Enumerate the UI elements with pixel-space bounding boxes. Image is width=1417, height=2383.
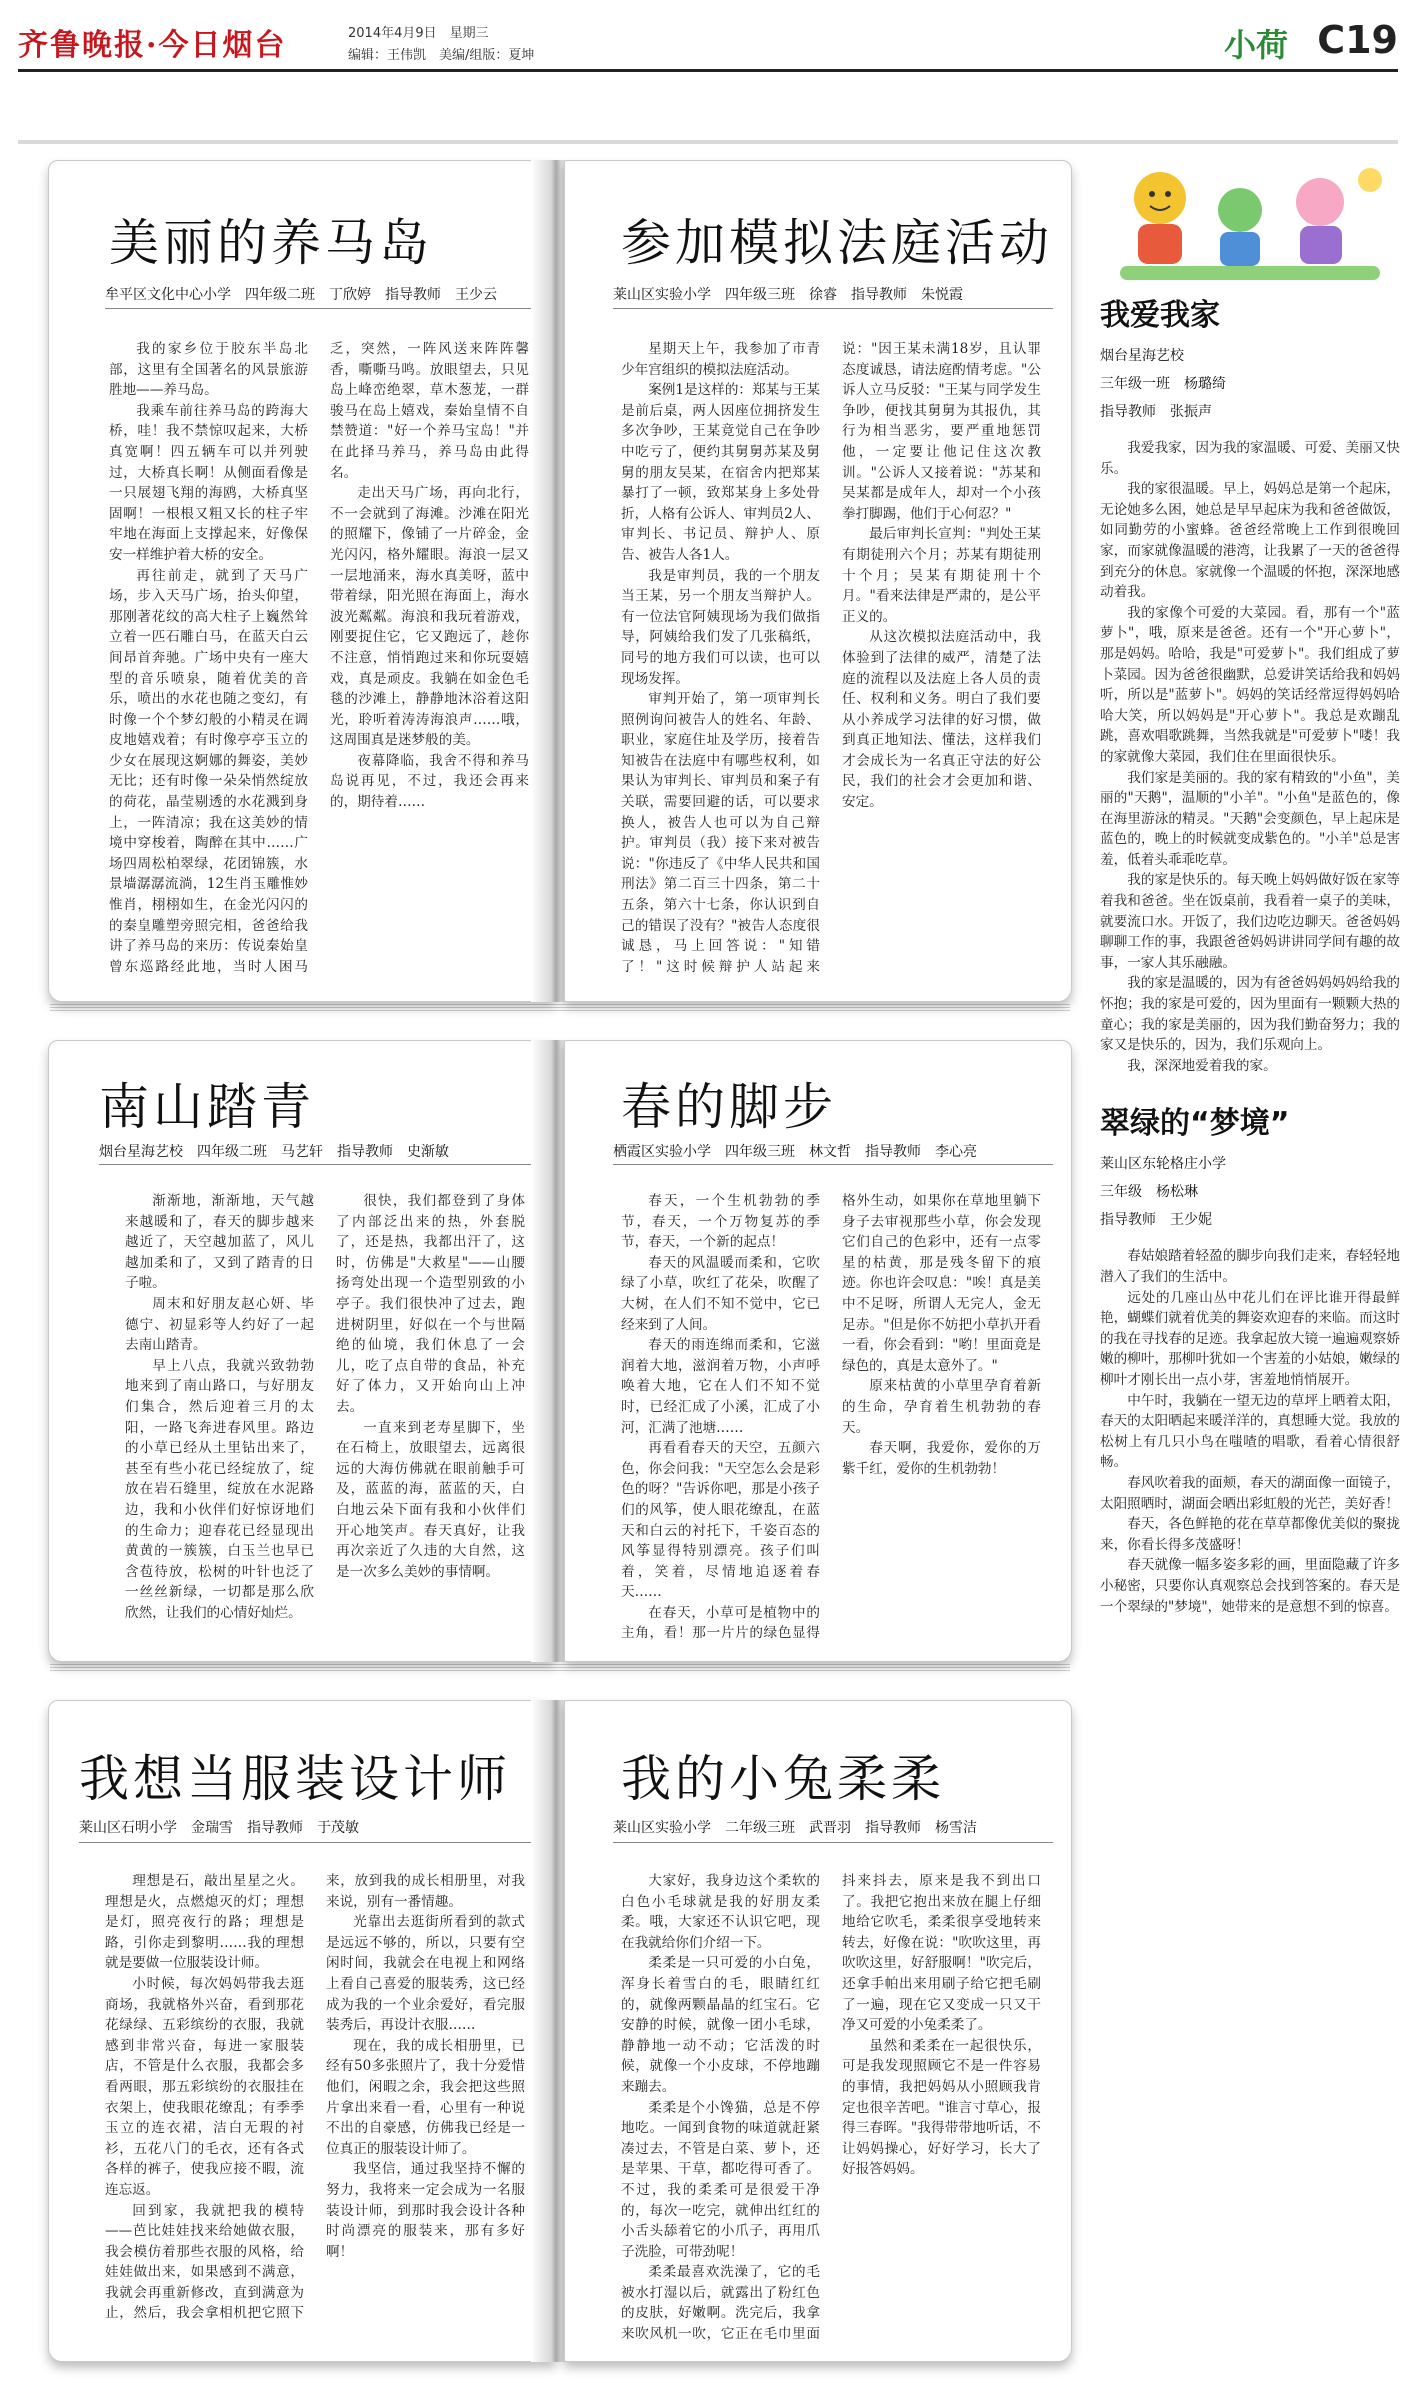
paragraph: 案例1是这样的：郑某与王某是前后桌，两人因座位拥挤发生多次争吵，王某竟觉自己在争吵中吃亏了，便约其舅舅苏某及舅舅的朋友吴某，在宿舍内把郑某暴打了一顿，致郑某身上多处骨折，人格有公诉人、审判员2人、审判长、书记员、辩护人、原告、被告人各1人。 bbox=[621, 382, 820, 563]
paragraph: 我，深深地爱着我的家。 bbox=[1127, 1057, 1277, 1074]
author: 马艺轩 bbox=[281, 1144, 323, 1160]
article-title: 参加模拟法庭活动 bbox=[621, 214, 1053, 272]
paragraph: 从这次模拟法庭活动中，我体验到了法律的威严，清楚了法庭的流程以及法庭上各人员的责任、权利和义务。明白了我们要从小养成学习法律的好习惯，做到真正地知法、懂法，这样我们才会成长为一名真正守法的好公民，我们的社会才会更加和谐、安定。 bbox=[842, 629, 1041, 811]
paragraph: 柔柔是一只可爱的小白兔，浑身长着雪白的毛，眼睛红红的，就像两颗晶晶的红宝石。它安静的时候，就像一团小毛球，静静地一动不动；它活泼的时候，就像一个小皮球，不停地蹦来蹦去。 bbox=[621, 1955, 820, 2095]
paragraph: 中午时，我躺在一望无边的草坪上晒着太阳，春天的太阳晒起来暖洋洋的，真想睡大觉。我放的松树上有几只小鸟在嗤喳的唱歌，看着心情很舒畅。 bbox=[1100, 1392, 1400, 1471]
paragraph: 理想是石，敲出星星之火。理想是火，点燃熄灭的灯；理想是灯，照亮夜行的路；理想是路，引你走到黎明……我的理想就是要做一位服装设计师。 bbox=[105, 1873, 304, 1972]
paragraph: 小时候，每次妈妈带我去逛商场，我就格外兴奋，看到那花花绿绿、五彩缤纷的衣服，我就感到非常兴奋，每进一家服装店，不管是什么衣服，我都会多看两眼，那五彩缤纷的衣服挂在衣架上，使我眼花缭乱；有季季玉立的连衣裙，洁白无瑕的衬衫，五花八门的毛衣，还有各式各样的裤子，使我应接不暇，流连忘返。 bbox=[105, 1975, 304, 2198]
sidebar-school: 莱山区东轮格庄小学 bbox=[1100, 1156, 1226, 1173]
article-byline bbox=[79, 1817, 373, 1837]
article-body bbox=[621, 1191, 1041, 1646]
sidebar-school: 烟台星海艺校 bbox=[1100, 348, 1184, 364]
teacher-label: 指导教师 bbox=[851, 287, 907, 303]
book-page-right bbox=[564, 1700, 1072, 2362]
sidebar-grade: 三年级一班 杨璐绮 bbox=[1100, 376, 1226, 392]
paragraph: 光靠出去逛街所看到的款式是远远不够的，所以，只要有空闲时间，我就会在电视上和网络上看自己喜爱的服装秀，这已经成为我的一个业余爱好，看完服装秀后，再设计衣服…… bbox=[326, 1914, 525, 2034]
school: 莱山区实验小学 bbox=[613, 287, 711, 303]
paragraph: 春风吹着我的面颊，春天的湖面像一面镜子，太阳照晒时，湖面会晒出彩虹般的光芒，美好香！ bbox=[1100, 1474, 1400, 1512]
paragraph: 春天，一个生机勃勃的季节，春天，一个万物复苏的季节，春天，一个新的起点！ bbox=[621, 1193, 820, 1251]
paragraph: 周末和好朋友赵心妍、毕德宁、初显彩等人约好了一起去南山踏青。 bbox=[125, 1295, 314, 1354]
paragraph: 春姑娘踏着轻盈的脚步向我们走来，春轻轻地潜入了我们的生活中。 bbox=[1100, 1248, 1400, 1285]
article-byline bbox=[613, 284, 977, 304]
article-byline bbox=[105, 284, 511, 304]
teacher: 杨雪洁 bbox=[935, 1820, 977, 1836]
editor-credits: 编辑：王伟凯 美编/组版：夏坤 bbox=[348, 48, 535, 63]
section-name: 小荷 bbox=[1223, 26, 1288, 64]
author: 武晋羽 bbox=[809, 1820, 851, 1836]
paragraph: 我们家是美丽的。我的家有精致的"小鱼"，美丽的"天鹅"，温顺的"小羊"。"小鱼"是蓝色的，像在海里游泳的精灵。"天鹅"会变颜色，早上起床是蓝色的，晚上的时候就变成紫色的。"小羊"总是害羞，低着头乖乖吃草。 bbox=[1100, 769, 1400, 868]
paragraph: 早上八点，我就兴致勃勃地来到了南山路口，与好朋友们集合，然后迎着三月的太阳，一路飞奔进春风里。路边的小草已经从土里钻出来了，甚至有些小花已经绽放了，绽放在岩石缝里，绽放在水泥路边，我和小伙伴们好惊讶地们的生命力；迎春花已经显现出黄黄的一簇簇，白玉兰也早已含苞待放，松树的叶针也泛了一丝丝新绿，一切都是那么欣欣然，让我们的心情好灿烂。 bbox=[125, 1357, 314, 1621]
article-body bbox=[125, 1191, 525, 1646]
teacher-label: 指导教师 bbox=[337, 1144, 393, 1160]
paragraph: 春天的风温暖而柔和，它吹绿了小草，吹红了花朵，吹醒了大树，在人们不知不觉中，它已经来到了人间。 bbox=[621, 1254, 820, 1333]
paragraph: 大家好，我身边这个柔软的白色小毛球就是我的好朋友柔柔。哦，大家还不认识它吧，现在我就给你们介绍一下。 bbox=[621, 1873, 820, 1951]
page-header bbox=[18, 14, 1398, 72]
paragraph: 审判开始了，第一项审判长照例询问被告人的姓名、年龄、职业，家庭住址及学历，接着告知被告在法庭中有哪些权利，如果认为审判长、审判员和案子有关联，需要回避的话，可以要求换人，被告人也可以为自己辩护。审判员（我）接下来对被告说："你违反了《中华人民共和国刑法》第二百三十四条，第二十五条，第六十七条，你认识到自己的错误了没有？"被告人态度很诚恳，马上回答说："知错了！"这时候辩护人站起来说："因王某未满18岁，且认罪态度诚恳，请法庭酌情考虑。"公诉人立马反驳："王某与同学发生争吵，便找其舅舅为其报仇，其行为相当恶劣，要严重地惩罚他，一定要让他记住这次教训。"公诉人又接着说："苏某和吴某都是成年人，却对一个小孩拳打脚踢，他们于心何忍？" bbox=[621, 341, 1041, 975]
book-page-left bbox=[48, 160, 556, 1002]
teacher: 于茂敏 bbox=[317, 1820, 359, 1836]
teacher: 史渐敏 bbox=[407, 1144, 449, 1160]
paragraph: 很快，我们都登到了身体了内部泛出来的热，外套脱了，还是热，我都出汗了，这时，仿佛是"大救星"——山腰扬弯处出现一个造型别致的小亭子。我们很快冲了过去，跑进树阴里，好似在一个与世隔绝的仙境，我们休息了一会儿，吃了点自带的食品，补充好了体力，又开始向山上冲去。 bbox=[336, 1193, 525, 1415]
grade: 四年级二班 bbox=[245, 287, 315, 303]
article-title: 南山踏青 bbox=[99, 1078, 315, 1136]
sidebar-body bbox=[1100, 438, 1400, 1076]
paragraph: 再往前走，就到了天马广场，步入天马广场，抬头仰望，那刚著花纹的高大柱子上巍然耸立着一匹石雕白马，在蓝天白云间昂首奔驰。广场中央有一座大型的音乐喷泉，随着优美的音乐，喷出的水花也随之变幻，有时像一个个梦幻般的小精灵在调皮地嬉戏着；有时像亭亭玉立的少女在展现这婀娜的舞姿，美妙无比；还有时像一朵朵悄然绽放的荷花，晶莹剔透的水花溅到身上，一阵清凉；我在这美妙的情境中穿梭着，陶醉在其中……广场四周松柏翠绿，花团锦簇，水景墙潺潺流淌，12生肖玉雕惟妙惟肖，栩栩如生，在金光闪闪的的秦皇雕塑旁照完相，爸爸给我讲了养马岛的来历：传说秦始皇曾东巡路经此地，当时人困马乏，突然，一阵风送来阵阵馨香，嘶嘶马鸣。放眼望去，只见岛上峰峦绝翠，草木葱茏，一群骏马在岛上嬉戏，秦始皇情不自禁赞道："好一个养马宝岛！"并在此择马养马，养马岛由此得名。 bbox=[109, 341, 529, 975]
book-spread-1 bbox=[40, 160, 1080, 1020]
paragraph: 我的家是温暖的，因为有爸爸妈妈妈妈给我的怀抱；我的家是可爱的，因为里面有一颗颗大热的童心；我的家是美丽的，因为我们勤奋努力；我的家又是快乐的，因为，我们乐观向上。 bbox=[1100, 975, 1400, 1054]
article-body bbox=[621, 1871, 1041, 2351]
paragraph: 远处的几座山丛中花儿们在评比谁开得最鲜艳，蝴蝶们就着优美的舞姿欢迎春的来临。而这时的我在寻找春的足迹。我拿起放大镜一遍遍观察娇嫩的柳叶，那柳叶犹如一个害羞的小姑娘，嫩绿的柳叶才刚长出一点小芽，害羞地悄悄展开。 bbox=[1100, 1289, 1400, 1388]
article-byline bbox=[613, 1817, 991, 1837]
paragraph: 现在，我的成长相册里，已经有50多张照片了，我十分爱惜他们，闲暇之余，我会把这些照片拿出来看一看，心里有一种说不出的自豪感，仿佛我已经是一位真正的服装设计师了。 bbox=[326, 2037, 525, 2157]
article-title: 美丽的养马岛 bbox=[109, 214, 433, 272]
kids-illustration bbox=[1100, 150, 1400, 290]
paragraph: 我的家像个可爱的大菜园。看，那有一个"蓝萝卜"，哦，原来是爸爸。还有一个"开心萝卜"，那是妈妈。哈哈，我是"可爱萝卜"。我们组成了萝卜菜园。因为爸爸很幽默，总爱讲笑话给我和妈妈听，所以是"蓝萝卜"。妈妈的笑话经常逗得妈妈哈哈大笑，所以妈妈是"开心萝卜"。我总是欢蹦乱跳，喜欢唱歌跳舞，当然我就是"可爱萝卜"喽！我的家就像大菜园，我们住在里面很快乐。 bbox=[1100, 604, 1400, 765]
paragraph: 我爱我家，因为我的家温暖、可爱、美丽又快乐。 bbox=[1100, 440, 1400, 477]
article-title: 我的小兔柔柔 bbox=[621, 1750, 945, 1808]
book-spread-3 bbox=[40, 1700, 1080, 2370]
book-spread-2 bbox=[40, 1040, 1080, 1680]
newspaper-name: 齐鲁晚报·今日烟台 bbox=[18, 28, 287, 63]
book-page-left bbox=[48, 1700, 556, 2362]
sidebar bbox=[1100, 280, 1400, 1617]
paragraph: 夜幕降临，我舍不得和养马岛说再见，不过，我还会再来的，期待着…… bbox=[330, 752, 529, 811]
paragraph: 春天就像一幅多姿多彩的画，里面隐藏了许多小秘密，只要你认真观察总会找到答案的。春天是一个翠绿的"梦境"，她带来的是意想不到的惊喜。 bbox=[1100, 1557, 1400, 1615]
school: 栖霞区实验小学 bbox=[613, 1144, 711, 1160]
teacher-label: 指导教师 bbox=[865, 1820, 921, 1836]
sidebar-teacher: 指导教师 张振声 bbox=[1100, 404, 1212, 420]
teacher: 王少云 bbox=[455, 287, 497, 303]
paragraph: 春天的雨连绵而柔和，它滋润着大地，滋润着万物，小声呼唤着大地，它在人们不知不觉时，已经汇成了小溪，汇成了小河，汇满了池塘…… bbox=[621, 1337, 820, 1436]
header-rule bbox=[18, 140, 1398, 144]
sidebar-title: 我爱我家 bbox=[1100, 298, 1220, 333]
paragraph: 星期天上午，我参加了市青少年宫组织的模拟法庭活动。 bbox=[621, 341, 820, 378]
article-title: 我想当服装设计师 bbox=[79, 1750, 511, 1808]
issue-date: 2014年4月9日 星期三 bbox=[348, 26, 489, 41]
teacher: 李心亮 bbox=[935, 1144, 977, 1160]
grade: 二年级三班 bbox=[725, 1820, 795, 1836]
paragraph: 春天，各色鲜艳的花在草草都像优美似的聚拢来，你看长得多茂盛呀！ bbox=[1100, 1516, 1400, 1553]
page-number: C19 bbox=[1317, 18, 1398, 62]
school: 莱山区石明小学 bbox=[79, 1820, 177, 1836]
paragraph: 柔柔最喜欢洗澡了，它的毛被水打湿以后，就露出了粉红色的皮肤，好嫩啊。洗完后，我拿来吹风机一吹，它正在毛巾里面抖来抖去，原来是我不到出口了。我把它抱出来放在腿上仔细地给它吹毛，柔柔很享受地转来转去，好像在说："吹吹这里，再吹吹这里，好舒服啊！"吹完后，还拿手帕出来用刷子给它把毛刷了一遍，现在它又变成一只又干净又可爱的小兔柔柔了。 bbox=[621, 1873, 1041, 2343]
article-title: 春的脚步 bbox=[621, 1078, 837, 1136]
paragraph: 一直来到老寿星脚下，坐在石椅上，放眼望去，远离很远的大海仿佛就在眼前触手可及，蓝蓝的海，蓝蓝的天，白白地云朵下面有我和小伙伴们开心地笑声。春天真好，让我再次亲近了久违的大自然，这是一次多么美妙的事情啊。 bbox=[336, 1419, 525, 1580]
paragraph: 我的家乡位于胶东半岛北部，这里有全国著名的风景旅游胜地——养马岛。 bbox=[109, 341, 308, 399]
grade: 四年级三班 bbox=[725, 1144, 795, 1160]
paragraph: 我的家是快乐的。每天晚上妈妈做好饭在家等着我和爸爸。坐在饭桌前，我看着一桌子的美味，就要流口水。开饭了，我们边吃边聊天。爸爸妈妈聊聊工作的事，我跟爸爸妈妈讲讲同学间有趣的故事，一家人其乐融融。 bbox=[1100, 872, 1400, 971]
grade: 四年级三班 bbox=[725, 287, 795, 303]
author: 徐睿 bbox=[809, 287, 837, 303]
author: 丁欣婷 bbox=[329, 287, 371, 303]
sidebar-body bbox=[1100, 1246, 1400, 1617]
school: 牟平区文化中心小学 bbox=[105, 287, 231, 303]
book-page-right bbox=[564, 160, 1072, 1002]
paragraph: 再看看春天的天空，五颜六色，你会问我："天空怎么会是彩色的呀？"告诉你吧，那是小孩子们的风筝，使人眼花缭乱，在蓝天和白云的衬托下，千姿百态的风筝显得特别漂亮。孩子们叫着，笑着，尽情地追逐着春天…… bbox=[621, 1440, 820, 1601]
sidebar-teacher: 指导教师 王少妮 bbox=[1100, 1212, 1212, 1229]
paragraph: 我坚信，通过我坚持不懈的努力，我将来一定会成为一名服装设计师，到那时我会设计各种时尚漂亮的服装来，那有多好啊！ bbox=[326, 2161, 525, 2260]
paragraph: 渐渐地，渐渐地，天气越来越暖和了，春天的脚步越来越近了，天空越加蓝了，风儿越加柔和了，又到了踏青的日子啦。 bbox=[125, 1193, 314, 1292]
sidebar-title: 翠绿的“梦境” bbox=[1100, 1106, 1290, 1142]
paragraph: 我是审判员，我的一个朋友当王某，另一个朋友当辩护人。有一位法官阿姨现场为我们做指导，阿姨给我们发了几张稿纸，同号的地方我们可以读，也可以现场发挥。 bbox=[621, 567, 820, 687]
paragraph: 春天啊，我爱你，爱你的万紫千红，爱你的生机勃勃！ bbox=[842, 1440, 1041, 1477]
author: 金瑞雪 bbox=[191, 1820, 233, 1836]
paragraph: 原来枯黄的小草里孕育着新的生命，孕育着生机勃勃的春天。 bbox=[842, 1378, 1041, 1436]
paragraph: 虽然和柔柔在一起很快乐，可是我发现照顾它不是一件容易的事情，我把妈妈从小照顾我肯定也很辛苦吧。"谁言寸草心，报得三春晖。"我得带带地听话，不让妈妈操心，好好学习，长大了好报答妈妈。 bbox=[842, 2037, 1041, 2178]
book-page-left bbox=[48, 1040, 556, 1662]
article-byline bbox=[99, 1141, 463, 1161]
teacher-label: 指导教师 bbox=[247, 1820, 303, 1836]
paragraph: 最后审判长宣判："判处王某有期徒刑六个月；苏某有期徒刑十个月；吴某有期徒刑十个月。"看来法律是严肃的，是公平正义的。 bbox=[842, 526, 1041, 625]
grade: 四年级二班 bbox=[197, 1144, 267, 1160]
paragraph: 我的家很温暖。早上，妈妈总是第一个起床，无论她多么困，她总是早早起床为我和爸爸做饭，如同勤劳的小蜜蜂。爸爸经常晚上工作到很晚回家，而家就像温暖的港湾，让我累了一天的爸爸得到充分的休息。家就像一个温暖的怀抱，深深地感动着我。 bbox=[1100, 481, 1400, 601]
teacher-label: 指导教师 bbox=[865, 1144, 921, 1160]
paragraph: 柔柔是个小馋猫，总是不停地吃。一闻到食物的味道就赶紧凑过去，不管是白菜、萝卜，还是苹果、干草，都吃得可香了。不过，我的柔柔可是很爱干净的，每次一吃完，就伸出红红的小舌头舔着它的小爪子，再用爪子洗脸，可带劲呢！ bbox=[621, 2099, 820, 2260]
school: 烟台星海艺校 bbox=[99, 1144, 183, 1160]
article-byline bbox=[613, 1141, 991, 1161]
paragraph: 回到家，我就把我的模特——芭比娃娃找来给她做衣服，我会模仿着那些衣服的风格，给娃娃做出来，如果感到不满意，我就会再重新修改，直到满意为止，然后，我会拿相机把它照下来，放到我的成长相册里，对我来说，别有一番情趣。 bbox=[105, 1873, 525, 2322]
book-page-right bbox=[564, 1040, 1072, 1662]
article-body bbox=[109, 339, 529, 979]
teacher: 朱悦霞 bbox=[921, 287, 963, 303]
teacher-label: 指导教师 bbox=[385, 287, 441, 303]
article-body bbox=[105, 1871, 525, 2351]
article-body bbox=[621, 339, 1041, 979]
sidebar-grade: 三年级 杨松琳 bbox=[1100, 1184, 1198, 1201]
paragraph: 我乘车前往养马岛的跨海大桥，哇！我不禁惊叹起来，大桥真宽啊！四五辆车可以并列驶过，大桥真长啊！从侧面看像是一只展翅飞翔的海鸥，大桥真坚固啊！一根根又粗又长的柱子牢牢地在海面上支撑起来，好像保安一样维护着大桥的安全。 bbox=[109, 402, 308, 563]
author: 林文哲 bbox=[809, 1144, 851, 1160]
school: 莱山区实验小学 bbox=[613, 1820, 711, 1836]
paragraph: 在春天，小草可是植物中的主角，看！那一片片的绿色显得格外生动，如果你在草地里躺下身子去审视那些小草，你会发现它们自己的色彩中，还有一点零星的枯黄，那是残冬留下的痕迹。你也许会叹息："唉！真是美中不足呀，所谓人无完人，金无足赤。"但是你不妨把小草扒开看一看，你会看到："哟！里面竟是绿色的，真是太意外了。" bbox=[621, 1193, 1041, 1642]
paragraph: 走出天马广场，再向北行，不一会就到了海滩。沙滩在阳光的照耀下，像铺了一片碎金，金光闪闪，格外耀眼。海浪一层又一层地涌来，海水真美呀，蓝中带着绿，阳光照在海面上，海水波光粼粼。海浪和我玩着游戏，刚要捉住它，它又跑远了，趁你不注意，悄悄跑过来和你玩耍嬉戏，真是顽皮。我躺在如金色毛毯的沙滩上，静静地沐浴着这阳光，聆听着涛涛海浪声……哦，这周围真是迷梦般的美。 bbox=[330, 485, 529, 749]
